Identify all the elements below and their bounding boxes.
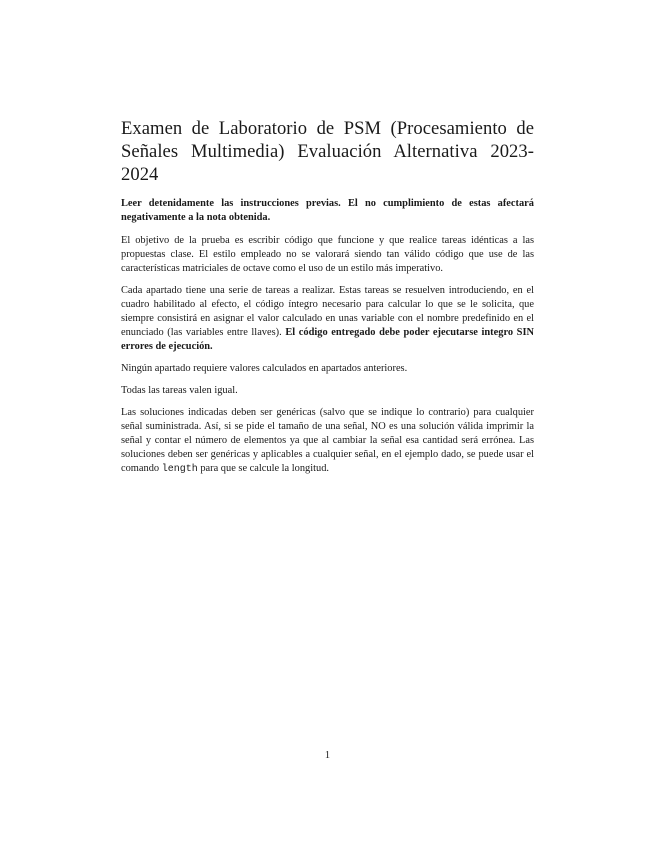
document-title: Examen de Laboratorio de PSM (Procesamiento de Señales Multimedia) Evaluación Alternativa 2023-2024 (121, 118, 534, 185)
page-number: 1 (324, 750, 331, 761)
code-length: length (161, 464, 198, 475)
document-page (121, 117, 534, 485)
paragraph-generic-solutions (121, 406, 534, 477)
paragraph-tasks (121, 284, 534, 354)
paragraph-tasks-text: Cada apartado tiene una serie de tareas a realizar. Estas tareas se resuelven introduciendo, en el cuadro habilitado al efecto, el código íntegro necesario para calcular lo que se le solicita, que siempre consistirá en asignar el valor calculado en unas variable con el nombre predefinido en el enunciado (las variables entre llaves). (121, 285, 534, 338)
paragraph-generic-text: Las soluciones indicadas deben ser genéricas (salvo que se indique lo contrario) para cualquier señal suministrada. Así, si se pide el tamaño de una señal, NO es una solución válida imprimir la señal y contar el número de elementos ya que al cambiar la señal esa cantidad será errónea. Las soluciones deben ser genéricas y aplicables a cualquier señal, en el ejemplo dado, se puede usar el comando (121, 407, 534, 474)
paragraph-objective: El objetivo de la prueba es escribir código que funcione y que realice tareas idénticas a las propuestas clase. El estilo empleado no se valorará siendo tan válido código que use de las características matriciales de octave como el uso de un estilo más imperativo. (121, 235, 534, 274)
paragraph-generic-text-end: para que se calcule la longitud. (200, 463, 330, 474)
instructions-warning: Leer detenidamente las instrucciones previas. El no cumplimiento de estas afectará negativamente a la nota obtenida. (121, 198, 534, 223)
paragraph-weights: Todas las tareas valen igual. (121, 385, 238, 396)
paragraph-tasks-bold: El código entregado debe poder ejecutarse integro SIN errores de ejecución. (121, 327, 535, 352)
paragraph-independence: Ningún apartado requiere valores calculados en apartados anteriores. (121, 363, 408, 374)
